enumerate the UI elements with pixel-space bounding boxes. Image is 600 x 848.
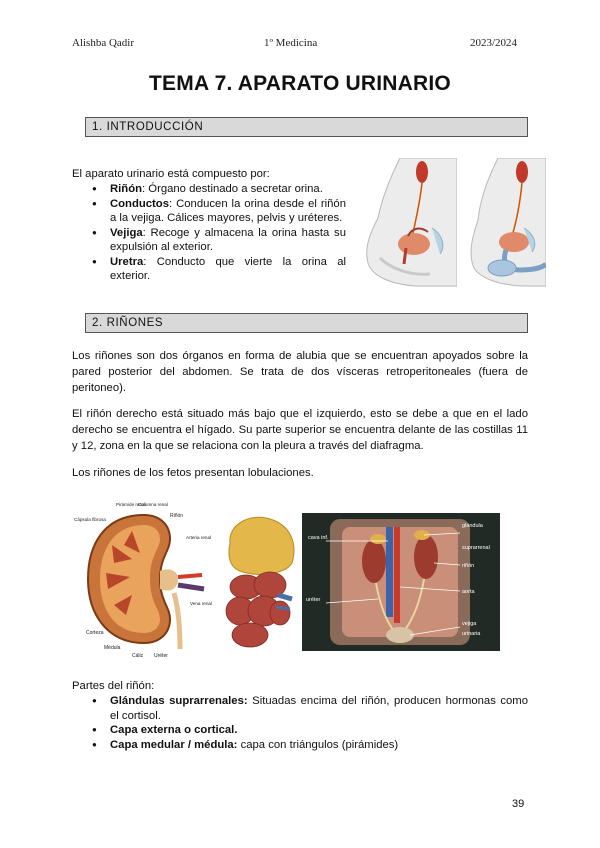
label-suprarrenal: suprarrenal xyxy=(462,545,490,551)
list-item: ● Vejiga: Recoge y almacena la orina hasta su expulsión al exterior. xyxy=(90,226,346,255)
list-item: ● Riñón: Órgano destinado a secretar orina. xyxy=(90,182,346,197)
label-rinon: Riñón xyxy=(170,513,184,519)
male-urinary-illustration xyxy=(462,158,546,288)
label-cava: cava inf. xyxy=(308,535,329,541)
label-vena: Vena renal xyxy=(190,601,212,606)
list-item: ● Glándulas suprarrenales: Situadas encima del riñón, producen hormonas como el cortisol. xyxy=(90,694,528,723)
list-item: ● Conductos: Conducen la orina desde el riñón a la vejiga. Cálices mayores, pelvis y uréteres. xyxy=(90,197,346,226)
rinones-paragraph-1: Los riñones son dos órganos en forma de alubia que se encuentran apoyados sobre la pared posterior del abdomen. Se trata de dos vísceras retroperitoneales (fuera de peritoneo). xyxy=(72,350,528,394)
label-columna: Columna renal xyxy=(138,502,168,507)
label-ureter-abd: uréter xyxy=(306,597,321,603)
label-piramide: Pirámide renal xyxy=(116,502,146,507)
intro-text: El aparato urinario está compuesto por: xyxy=(72,168,270,180)
section-heading-introduccion: 1. INTRODUCCIÓN xyxy=(85,117,528,137)
label-capsula: Cápsula fibrosa xyxy=(74,517,106,522)
label-corteza: Corteza xyxy=(86,630,104,636)
rinones-paragraph-3: Los riñones de los fetos presentan lobulaciones. xyxy=(72,467,314,479)
label-ureter: Uréter xyxy=(154,653,168,659)
label-arteria: Arteria renal xyxy=(186,535,212,540)
header-author: Alishba Qadir xyxy=(72,37,135,49)
fetal-kidney-image xyxy=(218,513,300,653)
label-aorta: aorta xyxy=(462,589,475,595)
female-urinary-illustration xyxy=(360,158,457,288)
components-list xyxy=(90,182,346,284)
list-item: ● Capa externa o cortical. xyxy=(90,723,528,738)
parts-intro: Partes del riñón: xyxy=(72,680,155,692)
list-item: ● Capa medular / médula: capa con triángulos (pirámides) xyxy=(90,738,528,753)
label-glandula: glándula xyxy=(462,523,483,529)
kidney-section-diagram xyxy=(74,497,216,661)
header-course: 1º Medicina xyxy=(264,37,318,49)
label-vejiga: vejiga xyxy=(462,621,477,627)
abdominal-anatomy-image xyxy=(302,513,500,651)
page-title: TEMA 7. APARATO URINARIO xyxy=(149,72,451,95)
list-item: ● Uretra: Conducto que vierte la orina al exterior. xyxy=(90,255,346,284)
rinones-paragraph-2: El riñón derecho está situado más bajo que el izquierdo, esto se debe a que en el lado derecho se encuentra el hígado. Su parte superior se encuentra delante de las costillas 11 y 12, zona en la que se relaciona con la pleura a través del diafragma. xyxy=(72,408,528,452)
kidney-parts-list xyxy=(90,694,528,752)
label-medula: Médula xyxy=(104,645,121,651)
label-urinaria: urinaria xyxy=(462,631,481,637)
section-heading-rinones: 2. RIÑONES xyxy=(85,313,528,333)
header-year: 2023/2024 xyxy=(470,37,518,49)
label-rinon-abd: riñón xyxy=(462,563,475,569)
label-caliz: Cáliz xyxy=(132,653,144,659)
page-number: 39 xyxy=(512,798,525,810)
